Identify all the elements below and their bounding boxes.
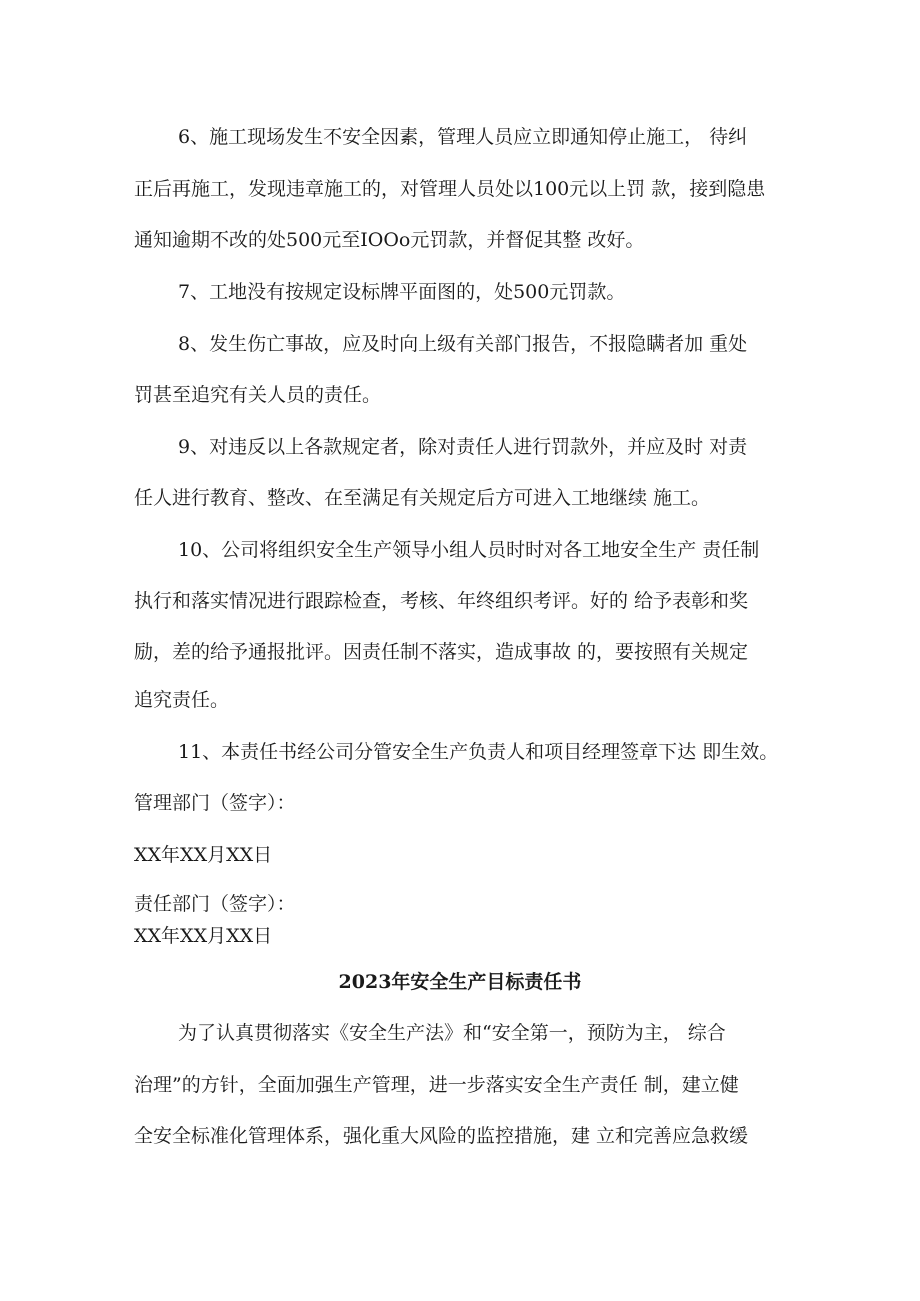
item-11-line-1: 11、本责任书经公司分管安全生产负责人和项目经理签章下达 即生效。 [178, 741, 779, 763]
item-10-line-2: 执行和落实情况进行跟踪检查，考核、年终组织考评。好的 给予表彰和奖 [134, 590, 749, 612]
item-6-line-3: 通知逾期不改的处500元至IOOo元罚款，并督促其整 改好。 [134, 229, 645, 251]
item-6-line-1: 6、施工现场发生不安全因素，管理人员应立即通知停止施工， 待纠 [178, 126, 748, 148]
document-title: 2023年安全生产目标责任书 [338, 971, 582, 993]
item-10-line-3: 励，差的给予通报批评。因责任制不落实，造成事故 的，要按照有关规定 [134, 641, 749, 663]
item-9-line-1: 9、对违反以上各款规定者，除对责任人进行罚款外，并应及时 对责 [178, 436, 748, 458]
management-signature-label: 管理部门（签字）： [134, 792, 296, 814]
item-10-line-1: 10、公司将组织安全生产领导小组人员时时对各工地安全生产 责任制 [178, 539, 760, 561]
item-10-line-4: 追究责任。 [134, 689, 230, 711]
item-9-line-2: 任人进行教育、整改、在至满足有关规定后方可进入工地继续 施工。 [134, 487, 711, 509]
item-8-line-2: 罚甚至追究有关人员的责任。 [134, 384, 382, 406]
intro-line-2: 治理”的方针，全面加强生产管理，进一步落实安全生产责任 制，建立健 [134, 1074, 739, 1096]
responsible-signature-label: 责任部门（签字）： [134, 893, 296, 915]
intro-line-3: 全安全标准化管理体系，强化重大风险的监控措施，建 立和完善应急救缓 [134, 1125, 749, 1147]
item-7-line-1: 7、工地没有按规定设标牌平面图的，处500元罚款。 [178, 281, 626, 303]
intro-line-1: 为了认真贯彻落实《安全生产法》和“安全第一，预防为主， 综合 [178, 1022, 726, 1044]
management-signature-date: XX年XX月XX日 [134, 844, 273, 866]
item-8-line-1: 8、发生伤亡事故，应及时向上级有关部门报告，不报隐瞒者加 重处 [178, 333, 748, 355]
item-6-line-2: 正后再施工，发现违章施工的，对管理人员处以100元以上罚 款，接到隐患 [134, 178, 766, 200]
responsible-signature-date: XX年XX月XX日 [134, 925, 273, 947]
